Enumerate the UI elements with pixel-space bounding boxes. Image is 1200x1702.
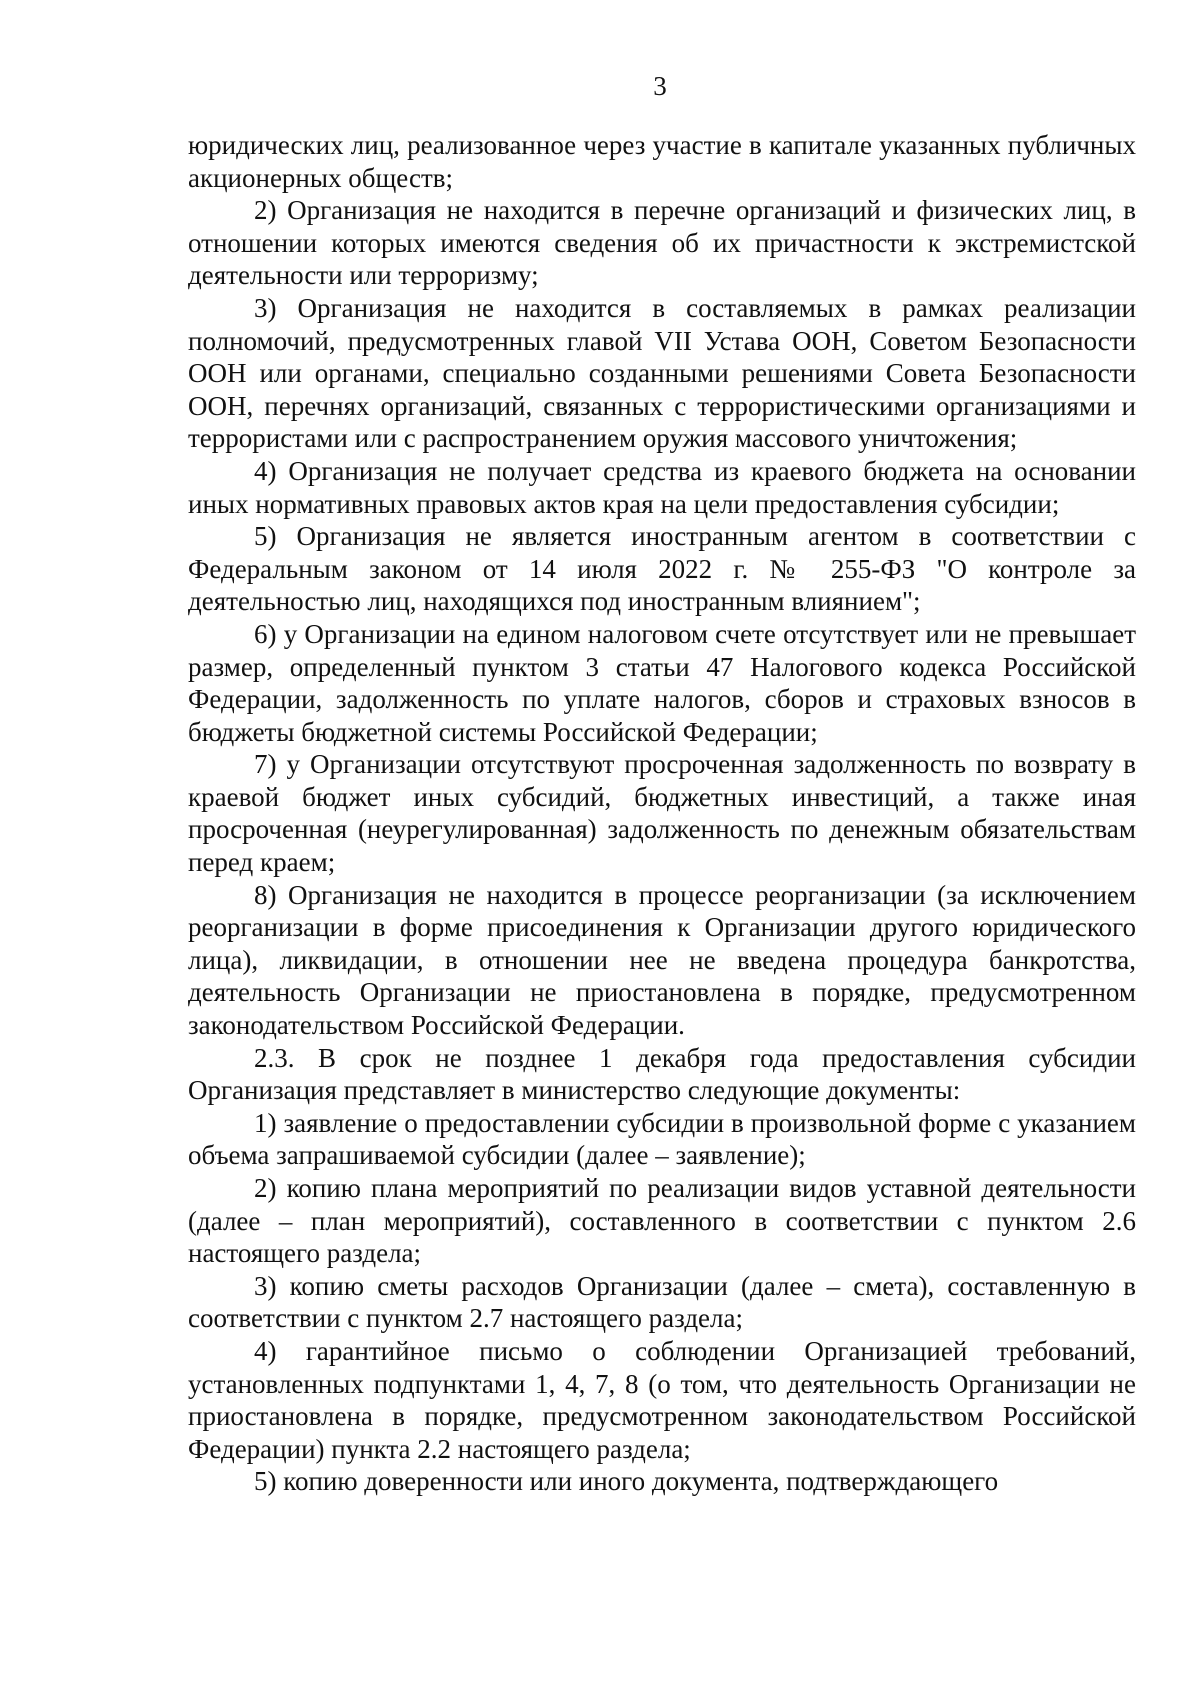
paragraph-doc-5: 5) копию доверенности или иного документа, подтверждающего [254,1466,999,1497]
paragraph-continuation: юридических лиц, реализованное через участие в капитале указанных публичных акционерных обществ; [188,130,1136,193]
paragraph-doc-3: 3) копию сметы расходов Организации (далее – смета), составленную в соответствии с пунктом 2.7 настоящего раздела; [188,1270,1136,1334]
document-body [188,129,1136,1498]
paragraph-section-2-3: 2.3. В срок не позднее 1 декабря года предоставления субсидии Организация представляет в министерство следующие документы: [188,1042,1136,1106]
paragraph-item-8: 8) Организация не находится в процессе реорганизации (за исключением реорганизации в форме присоединения к Организации другого юридического лица), ликвидации, в отношении нее не введена процедура банкротства, деятельность Организации не приостановлена в порядке, предусмотренном законодательством Российской Федерации. [188,879,1136,1041]
paragraph-item-2: 2) Организация не находится в перечне организаций и физических лиц, в отношении которых имеются сведения об их причастности к экстремистской деятельности или терроризму; [188,195,1136,291]
page-number: 3 [653,71,667,101]
paragraph-item-7: 7) у Организации отсутствуют просроченная задолженность по возврату в краевой бюджет иных субсидий, бюджетных инвестиций, а также иная просроченная (неурегулированная) задолженность по денежным обязательствам перед краем; [188,749,1136,878]
paragraph-item-6: 6) у Организации на едином налоговом счете отсутствует или не превышает размер, определенный пунктом 3 статьи 47 Налогового кодекса Российской Федерации, задолженность по уплате налогов, сборов и страховых взносов в бюджеты бюджетной системы Российской Федерации; [188,618,1136,747]
paragraph-doc-4: 4) гарантийное письмо о соблюдении Организацией требований, установленных подпунктами 1, 4, 7, 8 (о том, что деятельность Организации не приостановлена в порядке, предусмотренном законодательством Российской Федерации) пункта 2.2 настоящего раздела; [188,1335,1136,1464]
paragraph-doc-1: 1) заявление о предоставлении субсидии в произвольной форме с указанием объема запрашиваемой субсидии (далее – заявление); [188,1107,1136,1171]
paragraph-item-4: 4) Организация не получает средства из краевого бюджета на основании иных нормативных правовых актов края на цели предоставления субсидии; [188,455,1136,519]
paragraph-doc-2: 2) копию плана мероприятий по реализации видов уставной деятельности (далее – план мероприятий), составленного в соответствии с пунктом 2.6 настоящего раздела; [188,1173,1136,1269]
paragraph-item-5: 5) Организация не является иностранным агентом в соответствии с Федеральным законом от 14 июля 2022 г. № 255-ФЗ "О контроле за деятельностью лиц, находящихся под иностранным влиянием"; [188,521,1136,617]
paragraph-item-3: 3) Организация не находится в составляемых в рамках реализации полномочий, предусмотренных главой VII Устава ООН, Советом Безопасности ООН или органами, специально созданными решениями Совета Безопасности ООН, перечнях организаций, связанных с террористическими организациями и террористами или с распространением оружия массового уничтожения; [188,292,1136,454]
